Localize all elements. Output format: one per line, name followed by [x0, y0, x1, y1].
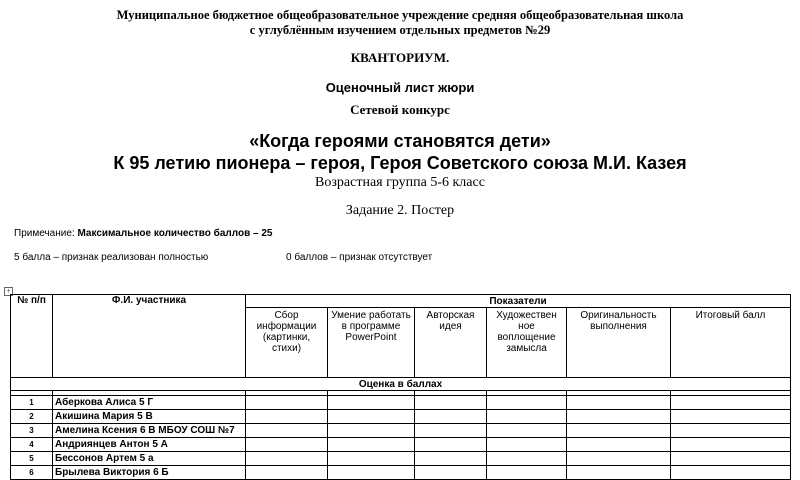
criterion-header: Итоговый балл — [671, 308, 791, 378]
row-number: 2 — [11, 410, 53, 424]
criterion-header: Авторская идея — [415, 308, 487, 378]
title-line-2: К 95 летию пионера – героя, Героя Советского союза М.И. Казея — [113, 153, 687, 173]
total-cell[interactable] — [671, 396, 791, 410]
criterion-header: Сбор информации (картинки, стихи) — [246, 308, 328, 378]
eval-label: Оценка в баллах — [11, 378, 791, 391]
participant-name: Брылева Виктория 6 Б — [53, 466, 246, 480]
score-cell[interactable] — [487, 452, 567, 466]
score-cell[interactable] — [567, 452, 671, 466]
score-cell[interactable] — [415, 466, 487, 480]
score-cell[interactable] — [567, 466, 671, 480]
total-cell[interactable] — [671, 438, 791, 452]
table-row — [11, 396, 791, 410]
title-line-1: «Когда героями становятся дети» — [249, 131, 551, 151]
score-cell[interactable] — [487, 466, 567, 480]
org-line-2: с углублённым изучением отдельных предметов №29 — [249, 23, 551, 37]
total-cell[interactable] — [671, 452, 791, 466]
row-number: 5 — [11, 452, 53, 466]
score-cell[interactable] — [328, 410, 415, 424]
note-text: Максимальное количество баллов – 25 — [77, 228, 273, 239]
score-cell[interactable] — [328, 424, 415, 438]
row-number: 3 — [11, 424, 53, 438]
criterion-header: Художествен ное воплощение замысла — [487, 308, 567, 378]
task-title: Задание 2. Постер — [345, 203, 455, 218]
age-group: Возрастная группа 5-6 класс — [315, 175, 485, 190]
participant-name: Акишина Мария 5 В — [53, 410, 246, 424]
criterion-header: Оригинальность выполнения — [567, 308, 671, 378]
row-number: 6 — [11, 466, 53, 480]
score-cell[interactable] — [246, 438, 328, 452]
score-cell[interactable] — [567, 396, 671, 410]
participant-name: Амелина Ксения 6 В МБОУ СОШ №7 — [53, 424, 246, 438]
total-cell[interactable] — [671, 424, 791, 438]
score-cell[interactable] — [415, 410, 487, 424]
score-cell[interactable] — [415, 438, 487, 452]
table-header-row — [11, 295, 791, 308]
score-cell[interactable] — [567, 410, 671, 424]
score-cell[interactable] — [415, 424, 487, 438]
contest-name: Сетевой конкурс — [350, 102, 450, 117]
total-cell[interactable] — [671, 466, 791, 480]
score-cell[interactable] — [328, 452, 415, 466]
table-row — [11, 466, 791, 480]
score-cell[interactable] — [487, 410, 567, 424]
table-row — [11, 410, 791, 424]
eval-row — [11, 378, 791, 391]
note-label: Примечание: — [14, 228, 78, 239]
table-row — [11, 438, 791, 452]
score-cell[interactable] — [246, 410, 328, 424]
score-cell[interactable] — [246, 466, 328, 480]
col-number-header: № п/п — [11, 295, 53, 378]
score-cell[interactable] — [328, 438, 415, 452]
score-cell[interactable] — [328, 466, 415, 480]
participant-name: Аберкова Алиса 5 Г — [53, 396, 246, 410]
row-number: 4 — [11, 438, 53, 452]
participant-name: Андриянцев Антон 5 А — [53, 438, 246, 452]
table-row — [11, 452, 791, 466]
score-table — [10, 294, 791, 480]
participant-name: Бессонов Артем 5 а — [53, 452, 246, 466]
score-cell[interactable] — [487, 424, 567, 438]
total-cell[interactable] — [671, 410, 791, 424]
score-none-legend: 0 баллов – признак отсутствует — [286, 252, 433, 263]
score-cell[interactable] — [246, 424, 328, 438]
table-move-handle-icon[interactable]: + — [4, 287, 13, 296]
kvantorium-heading: КВАНТОРИУМ. — [350, 50, 450, 65]
score-full-legend: 5 балла – признак реализован полностью — [14, 252, 209, 263]
score-cell[interactable] — [567, 438, 671, 452]
sheet-title: Оценочный лист жюри — [325, 80, 475, 95]
score-cell[interactable] — [246, 396, 328, 410]
score-cell[interactable] — [415, 452, 487, 466]
note — [14, 228, 273, 239]
score-cell[interactable] — [415, 396, 487, 410]
col-indicators-header: Показатели — [246, 295, 791, 308]
score-cell[interactable] — [246, 452, 328, 466]
org-line-1: Муниципальное бюджетное общеобразовательное учреждение средняя общеобразовательная школа — [116, 8, 684, 22]
criterion-header: Умение работать в программе PowerPoint — [328, 308, 415, 378]
row-number: 1 — [11, 396, 53, 410]
col-name-header: Ф.И. участника — [53, 295, 246, 378]
score-cell[interactable] — [328, 396, 415, 410]
score-cell[interactable] — [487, 438, 567, 452]
score-cell[interactable] — [567, 424, 671, 438]
table-row — [11, 424, 791, 438]
score-cell[interactable] — [487, 396, 567, 410]
